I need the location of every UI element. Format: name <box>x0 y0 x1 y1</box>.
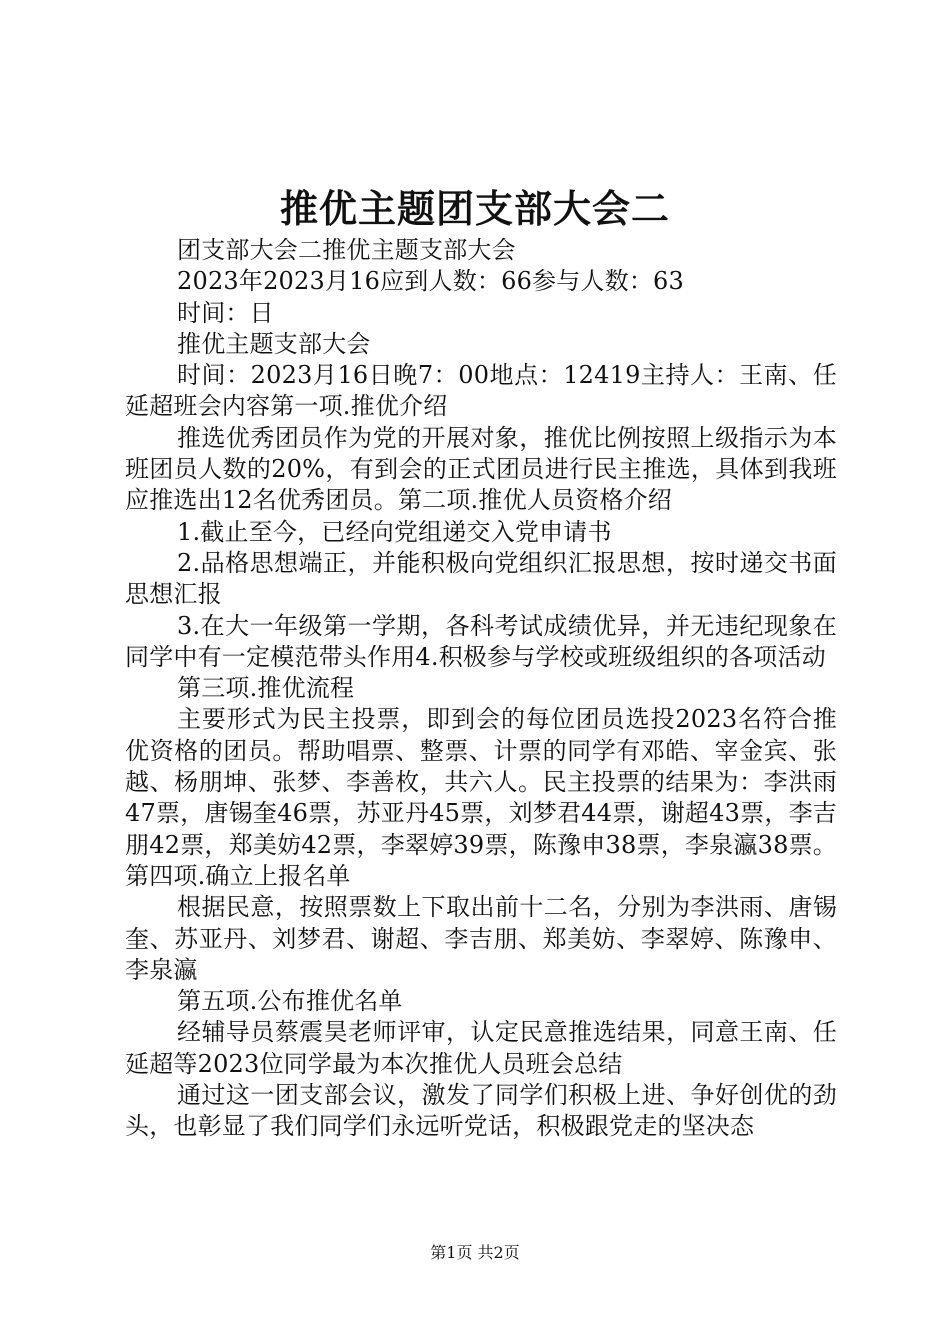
paragraph: 3.在大一年级第一学期，各科考试成绩优异，并无违纪现象在同学中有一定模范带头作用4.积极参与学校或班级组织的各项活动 <box>125 611 837 671</box>
paragraph: 时间：2023月16日晚7：00地点：12419主持人：王南、任延超班会内容第一项.推优介绍 <box>125 361 837 421</box>
paragraph: 团支部大会二推优主题支部大会 <box>177 236 516 264</box>
paragraph: 主要形式为民主投票，即到会的每位团员选投2023名符合推优资格的团员。帮助唱票、整票、计票的同学有邓皓、宰金宾、张越、杨朋坤、张梦、李善枚，共六人。民主投票的结果为：李洪雨47票，唐锡奎46票，苏亚丹45票，刘梦君44票，谢超43票，李吉朋42票，郑美妨42票，李翠婷39票，陈豫申38票，李泉瀛38票。第四项.确立上报名单 <box>125 705 837 890</box>
document-title: 推优主题团支部大会二 <box>279 186 670 231</box>
paragraph: 第五项.公布推优名单 <box>177 987 403 1016</box>
paragraph: 时间：日 <box>177 298 274 327</box>
paragraph: 2023年2023月16应到人数：66参与人数：63 <box>177 267 684 296</box>
paragraph: 推优主题支部大会 <box>177 329 371 358</box>
page-footer: 第1页 共2页 <box>430 1243 520 1262</box>
paragraph: 通过这一团支部会议，激发了同学们积极上进、争好创优的劲头，也彰显了我们同学们永远听党话，积极跟党走的坚决态 <box>125 1081 837 1141</box>
paragraph: 根据民意，按照票数上下取出前十二名，分别为李洪雨、唐锡奎、苏亚丹、刘梦君、谢超、李吉朋、郑美妨、李翠婷、陈豫申、李泉瀛 <box>125 893 837 984</box>
paragraph: 经辅导员蔡震昊老师评审，认定民意推选结果，同意王南、任延超等2023位同学最为本次推优人员班会总结 <box>125 1018 837 1078</box>
paragraph: 第三项.推优流程 <box>177 674 355 703</box>
paragraph: 推选优秀团员作为党的开展对象，推优比例按照上级指示为本班团员人数的20%，有到会的正式团员进行民主推选，具体到我班应推选出12名优秀团员。第二项.推优人员资格介绍 <box>125 423 837 515</box>
paragraph: 2.品格思想端正，并能积极向党组织汇报思想，按时递交书面思想汇报 <box>125 548 837 609</box>
paragraph: 1.截止至今，已经向党组递交入党申请书 <box>177 517 612 546</box>
document-body <box>125 235 837 1143</box>
